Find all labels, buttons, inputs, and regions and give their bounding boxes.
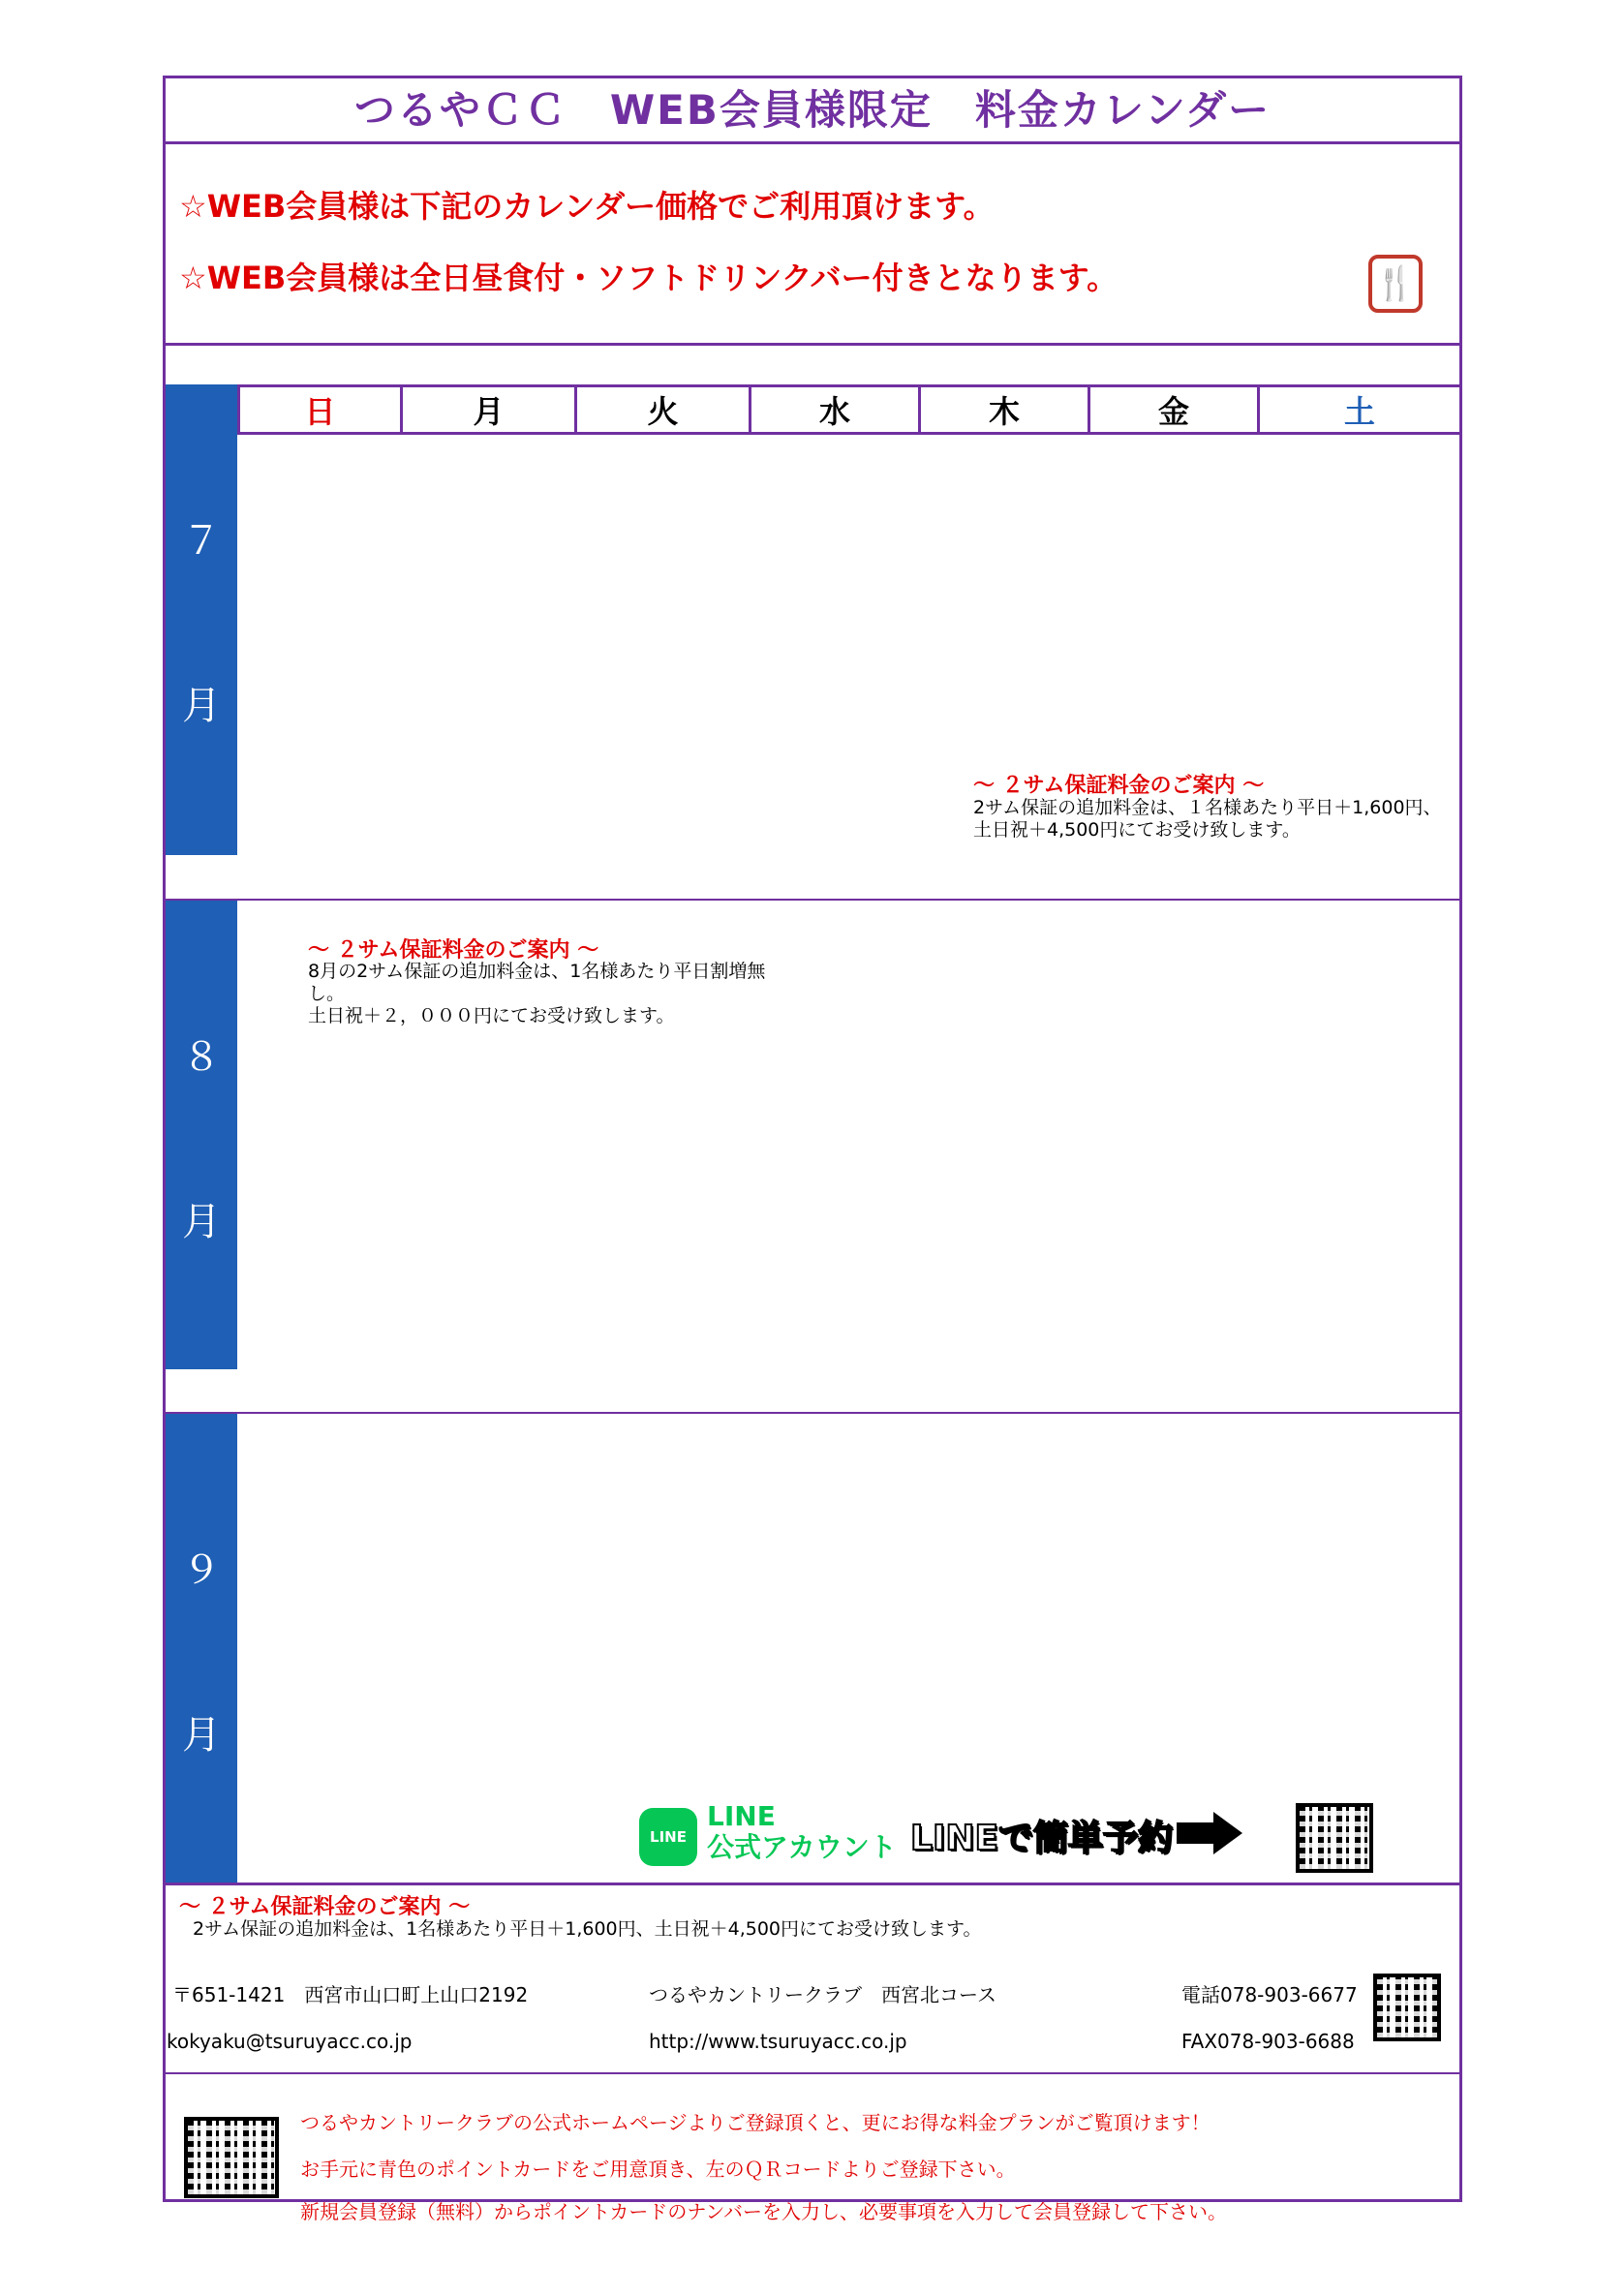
weekday-6: 土 — [1259, 386, 1461, 434]
line-label: LINE — [707, 1800, 776, 1832]
divider — [166, 2072, 1459, 2074]
line-official-label: 公式アカウント — [707, 1831, 897, 1863]
fork-knife-icon: 🍴 — [1368, 255, 1423, 313]
divider — [166, 343, 1459, 346]
weekday-1: 月 — [402, 386, 576, 434]
month-label-unit: 月 — [182, 1713, 221, 1758]
promo-line-2: お手元に青色のポイントカードをご用意頂き、左のＱＲコードよりご登録下さい。 — [300, 2158, 1016, 2181]
weekday-0: 日 — [239, 386, 402, 434]
promo-line-1: つるやカントリークラブの公式ホームページよりご登録頂くと、更にお得な料金プランがご覧頂けます！ — [300, 2111, 1210, 2134]
month-label-num: ９ — [182, 1548, 221, 1593]
arrow-right-icon — [1177, 1822, 1215, 1844]
info-title: ～ ２サム保証料金のご案内 ～ — [973, 774, 1265, 798]
info-line: 2サム保証の追加料金は、1名様あたり平日＋1,600円、土日祝＋4,500円にてお受け致します。 — [193, 1918, 982, 1940]
promo-line-3: 新規会員登録（無料）からポイントカードのナンバーを入力し、必要事項を入力して会員登録して下さい。 — [300, 2200, 1227, 2223]
calendar-july — [237, 384, 1462, 435]
footer-qr-code[interactable] — [1373, 1974, 1441, 2041]
weekday-5: 金 — [1089, 386, 1259, 434]
divider — [166, 899, 1459, 901]
weekday-4: 木 — [920, 386, 1089, 434]
month-label-num: ７ — [182, 519, 221, 564]
website-link[interactable]: http://www.tsuruyacc.co.jp — [649, 2030, 907, 2053]
arrow-right-icon-head — [1213, 1812, 1242, 1854]
month-label-num: ８ — [182, 1035, 221, 1080]
weekday-2: 火 — [576, 386, 751, 434]
line-easy-booking[interactable]: LINEで簡単予約 — [910, 1819, 1174, 1858]
september-2sum-info — [179, 1896, 982, 1941]
august-2sum-info — [308, 938, 937, 1027]
month-band-july — [166, 384, 237, 855]
divider — [166, 1883, 1459, 1885]
info-line: 8月の2サム保証の追加料金は、1名様あたり平日割増無 — [308, 961, 766, 982]
weekday-header — [239, 386, 1461, 434]
divider — [166, 1412, 1459, 1414]
month-band-september — [166, 1414, 237, 1883]
fax: FAX078-903-6688 — [1181, 2030, 1355, 2053]
line-logo-icon[interactable]: LINE — [639, 1808, 697, 1866]
month-label-unit: 月 — [182, 684, 221, 728]
club-name: つるやカントリークラブ 西宮北コース — [649, 1983, 996, 2006]
address: 〒651-1421 西宮市山口町上山口2192 — [172, 1983, 529, 2006]
page-title: つるやＣＣ WEB会員様限定 料金カレンダー — [166, 78, 1459, 144]
info-line: 土日祝＋２，０００円にてお受け致します。 — [308, 1005, 675, 1026]
notice-line-1: ☆WEB会員様は下記のカレンダー価格でご利用頂けます。 — [179, 188, 995, 225]
email-link[interactable]: kokyaku@tsuruyacc.co.jp — [167, 2030, 413, 2053]
info-line: し。 — [308, 983, 346, 1004]
month-band-august — [166, 901, 237, 1369]
line-qr-code[interactable] — [1296, 1803, 1373, 1873]
info-line: 土日祝＋4,500円にてお受け致します。 — [973, 819, 1301, 841]
line-official-account[interactable] — [707, 1801, 897, 1863]
notice-line-2: ☆WEB会員様は全日昼食付・ソフトドリンクバー付きとなります。 — [179, 260, 1118, 296]
registration-qr-code[interactable] — [184, 2117, 279, 2198]
july-2sum-info — [973, 775, 1442, 842]
month-label-unit: 月 — [182, 1200, 221, 1244]
weekday-3: 水 — [751, 386, 920, 434]
info-title: ～ ２サム保証料金のご案内 ～ — [179, 1895, 471, 1919]
phone: 電話078-903-6677 — [1181, 1983, 1358, 2006]
info-title: ～ ２サム保証料金のご案内 ～ — [308, 938, 599, 963]
info-line: 2サム保証の追加料金は、１名様あたり平日＋1,600円、 — [973, 797, 1442, 818]
